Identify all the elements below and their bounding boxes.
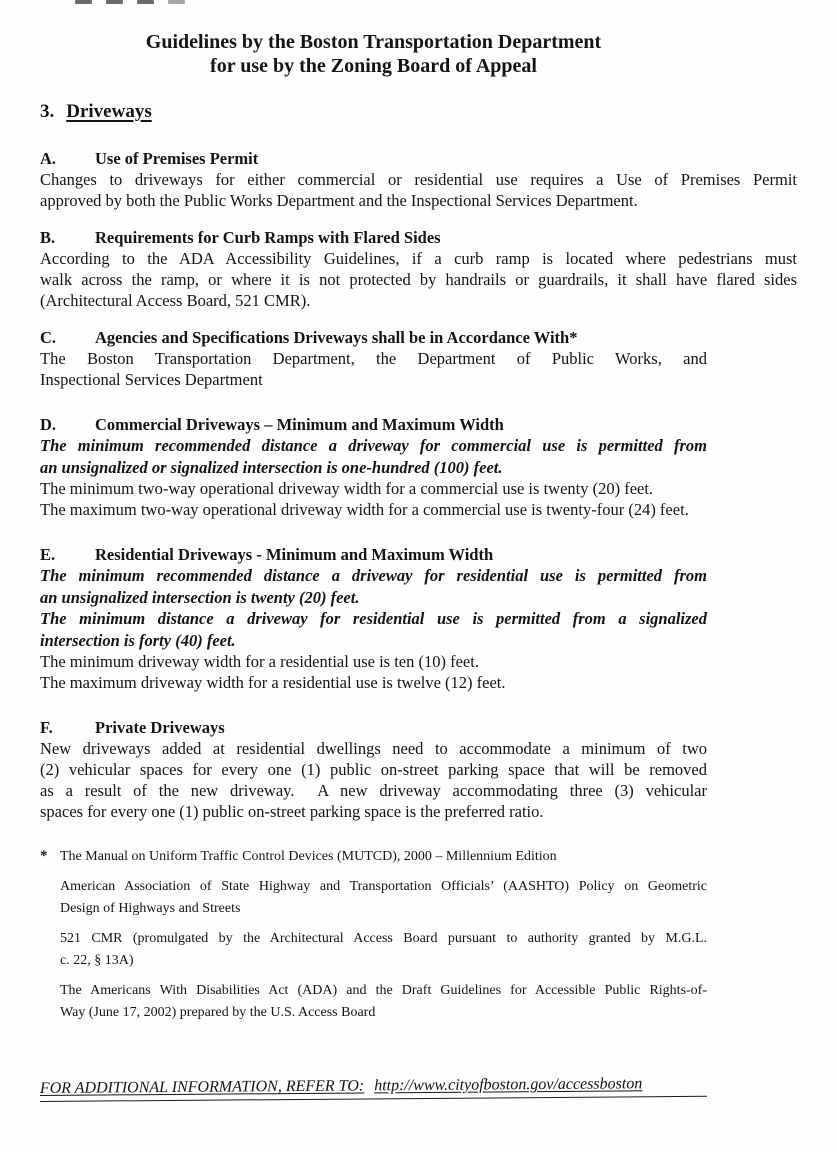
section-a: [40, 148, 797, 211]
section-a-paragraph: [40, 169, 797, 211]
text-line: The minimum driveway width for a residential use is ten (10) feet.: [40, 652, 479, 671]
footnote-mutcd: [60, 846, 707, 868]
text-line: 521 CMR (promulgated by the Architectural Access Board pursuant to authority granted by M.G.L.: [60, 931, 707, 946]
cut-off-text-fragment: [75, 0, 185, 6]
section-c-paragraph: [40, 348, 707, 390]
text-line: (Architectural Access Board, 521 CMR).: [40, 291, 311, 310]
text-line: The Boston Transportation Department, the Department of Public Works, and: [40, 349, 707, 368]
section-f: [40, 717, 707, 822]
section-c-title: Agencies and Specifications Driveways shall be in Accordance With*: [95, 328, 578, 347]
text-line: The minimum recommended distance a driveway for commercial use is permitted from: [40, 436, 707, 455]
section-e: [40, 544, 707, 693]
text-line: The maximum driveway width for a residential use is twelve (12) feet.: [40, 673, 506, 692]
text-line: Way (June 17, 2002) prepared by the U.S. Access Board: [60, 1005, 376, 1020]
text-line: (2) vehicular spaces for every one (1) public on-street parking space that will be removed: [40, 760, 707, 779]
section-d-title: Commercial Driveways – Minimum and Maximum Width: [95, 415, 504, 434]
section-d-minimum-width: [40, 478, 707, 499]
cut-off-text-mark: [137, 0, 154, 4]
section-e-heading: [40, 544, 707, 565]
text-line: New driveways added at residential dwellings need to accommodate a minimum of two: [40, 739, 707, 758]
text-line: an unsignalized intersection is twenty (20) feet.: [40, 587, 360, 607]
text-line: spaces for every one (1) public on-street parking space is the preferred ratio.: [40, 802, 544, 821]
section-b-paragraph: [40, 248, 797, 311]
text-line: walk across the ramp, or where it is not protected by handrails or guardrails, it shall have flared sides: [40, 270, 797, 289]
document-content: [40, 0, 797, 1032]
text-line: The minimum recommended distance a driveway for residential use is permitted from: [40, 566, 707, 585]
section-a-heading: [40, 148, 707, 169]
section-f-title: Private Driveways: [95, 718, 225, 737]
section-d-letter: D.: [40, 415, 57, 434]
footnote-521-cmr: [60, 928, 707, 972]
section-a-title: Use of Premises Permit: [95, 149, 259, 168]
text-line: The Manual on Uniform Traffic Control Devices (MUTCD), 2000 – Millennium Edition: [60, 849, 557, 864]
section-c-heading: [40, 327, 707, 348]
section-d-recommendation: [40, 435, 707, 478]
section-3-heading: [40, 100, 707, 124]
text-line: intersection is forty (40) feet.: [40, 630, 236, 650]
text-line: The maximum two-way operational driveway width for a commercial use is twenty-four (24) feet.: [40, 500, 689, 519]
title-line-1: Guidelines by the Boston Transportation Department: [145, 31, 602, 53]
cut-off-text-mark: [106, 0, 123, 4]
section-c: [40, 327, 707, 390]
text-line: According to the ADA Accessibility Guidelines, if a curb ramp is located where pedestrians must: [40, 249, 797, 268]
text-line: The Americans With Disabilities Act (ADA) and the Draft Guidelines for Accessible Public Rights-of-: [60, 983, 707, 998]
text-line: as a result of the new driveway. A new driveway accommodating three (3) vehicular: [40, 781, 707, 800]
section-e-recommendation-unsignalized: [40, 565, 707, 608]
section-b-title: Requirements for Curb Ramps with Flared Sides: [95, 228, 441, 247]
footnotes: [40, 846, 707, 1032]
section-b-heading: [40, 227, 707, 248]
section-e-recommendation-signalized: [40, 608, 707, 651]
section-f-paragraph: [40, 738, 707, 822]
section-d-maximum-width: [40, 499, 707, 520]
section-f-letter: F.: [40, 718, 53, 737]
title-line-2: for use by the Zoning Board of Appeal: [210, 55, 537, 77]
section-e-letter: E.: [40, 545, 56, 564]
cut-off-text-mark: [168, 0, 185, 4]
footnote-asterisk: *: [40, 848, 48, 864]
section-a-letter: A.: [40, 149, 57, 168]
footnote-aashto: [60, 876, 707, 920]
section-e-minimum-width: [40, 651, 707, 672]
section-e-title: Residential Driveways - Minimum and Maximum Width: [95, 545, 494, 564]
text-line: an unsignalized or signalized intersection is one-hundred (100) feet.: [40, 457, 503, 477]
text-line: c. 22, § 13A): [60, 953, 134, 968]
text-line: American Association of State Highway and Transportation Officials’ (AASHTO) Policy on Geometric: [60, 879, 707, 894]
footnote-ada: [60, 980, 707, 1024]
text-line: Changes to driveways for either commercial or residential use requires a Use of Premises Permit: [40, 170, 797, 189]
footnote-list: [60, 846, 707, 1032]
text-line: approved by both the Public Works Department and the Inspectional Services Department.: [40, 191, 638, 210]
text-line: The minimum distance a driveway for residential use is permitted from a signalized: [40, 609, 707, 628]
text-line: Design of Highways and Streets: [60, 901, 241, 916]
text-line: The minimum two-way operational driveway width for a commercial use is twenty (20) feet.: [40, 479, 654, 498]
section-d: [40, 414, 707, 520]
text-line: Inspectional Services Department: [40, 370, 263, 389]
section-e-maximum-width: [40, 672, 707, 693]
section-b: [40, 227, 797, 311]
section-b-letter: B.: [40, 228, 56, 247]
footer-label: FOR ADDITIONAL INFORMATION, REFER TO:: [39, 1077, 365, 1098]
section-f-heading: [40, 717, 707, 738]
document-title: [40, 0, 707, 78]
section-d-heading: [40, 414, 707, 435]
section-3-number: 3.: [40, 101, 55, 122]
additional-information-footer: [40, 1073, 707, 1102]
cut-off-text-mark: [75, 0, 92, 4]
footer-url: http://www.cityofboston.gov/accessboston: [374, 1075, 643, 1095]
section-3-label: Driveways: [66, 101, 152, 122]
section-c-letter: C.: [40, 328, 57, 347]
